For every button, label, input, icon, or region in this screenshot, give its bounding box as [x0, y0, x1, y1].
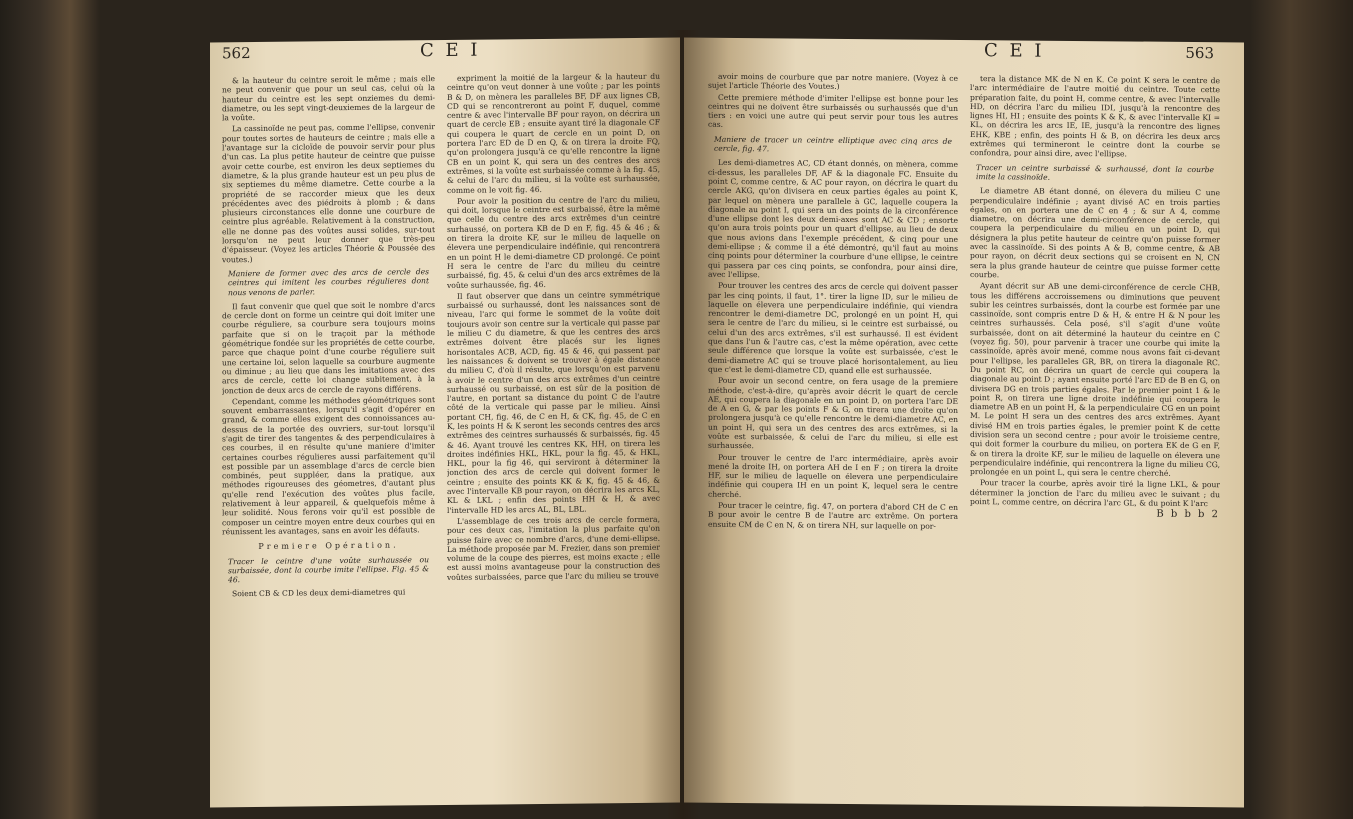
paragraph: La cassinoïde ne peut pas, comme l'ellipse, convenir pour toutes sortes de hauteurs de ceintre ; mais elle a l'avantage sur la cicloïde de pouvoir servir pour plus d'un cas. La plus petite hauteur de ceintre que puisse avoir cette courbe, est environ les deux septiemes du diametre, & la plus grande hauteur est un peu plus de six septiemes du même diametre. Cette courbe a la propriété de se raccorder mieux que les deux précédentes avec des piédroits à plomb ; & dans plusieurs circonstances elle donne une courbure de ceintre plus agréable. Relativement à la construction, elle ne donne pas des voûtes aussi solides, sur-tout lorsqu'on ne peut leur donner que très-peu d'épaisseur. (Voyez les articles Théorie & Poussée des voutes.) — [222, 122, 435, 264]
paragraph: Il faut convenir que quel que soit le nombre d'arcs de cercle dont on forme un ceintre qui doit imiter une courbe réguliere, sa courbure sera toujours moins parfaite que si on le traçoit par la méthode géométrique fondée sur les propriétés de cette courbe, parce que chaque point d'une courbe réguliere suit une certaine loi, selon laquelle sa courbure augmente ou diminue ; au lieu que dans les imitations avec des arcs de cercle, cette loi change subitement, à la jonction de deux arcs de cercle de rayons différens. — [222, 299, 435, 395]
paragraph: Cependant, comme les méthodes géométriques sont souvent embarrassantes, lorsqu'il s'agit d'opérer en grand, & comme elles exigent des connoissances au-dessus de la portée des ouvriers, sur-tout lorsqu'il s'agit de tirer des tangentes & des perpendiculaires à ces courbes, il en résulte qu'une maniere d'imiter certaines courbes régulieres aussi parfaitement qu'il est possible par un assemblage d'arcs de cercle bien combinés, peut suppléer, dans la pratique, aux méthodes rigoureuses des géometres, d'autant plus qu'elle rend l'exécution des voûtes plus facile, relativement à leur appareil, & quelquefois même à leur solidité. Nous ferons voir qu'il est possible de composer un ceintre moyen entre deux courbes qui en réunissent les avantages, sans en avoir les défauts. — [222, 394, 435, 537]
section-heading: Premiere Opération. — [258, 540, 399, 552]
signature-mark: B b b b 2 — [1156, 509, 1220, 521]
left-column-1 — [222, 74, 435, 801]
section-subtitle: Maniere de former avec des arcs de cercle des ceintres qui imitent les courbes régulieres dont nous venons de parler. — [228, 267, 429, 297]
left-running-head: C E I — [420, 39, 481, 62]
section-subtitle: Tracer le ceintre d'une voûte surhaussée ou surbaissée, dont la courbe imite l'ellipse. Fig. 45 & 46. — [228, 554, 429, 585]
right-page — [684, 38, 1244, 808]
paragraph: Pour trouver le centre de l'arc intermédiaire, après avoir mené la droite IH, on portera AH de I en F ; on tirera la droite HF, sur le milieu de laquelle on élevera une perpendiculaire indéfinie qui coupera IH en un point K, lequel sera le centre cherché. — [708, 452, 958, 499]
right-column-2 — [970, 74, 1220, 801]
section-subtitle: Tracer un ceintre surbaissé & surhaussé, dont la courbe imite la cassinoïde. — [976, 162, 1214, 182]
paragraph: avoir moins de courbure que par notre maniere. (Voyez à ce sujet l'article Théorie des Voutes.) — [708, 71, 958, 92]
paragraph: tera la distance MK de N en K. Ce point K sera le centre de l'arc intermédiaire de l'autre moitié du ceintre. Toute cette préparation faite, du point H, comme centre, & avec l'intervalle HD, on décrira l'arc du milieu IDI, jusqu'à la rencontre des lignes HI, HI ; ensuite des points K & K, & avec l'intervalle KI = KL, on décrira les arcs IE, IE, jusqu'à la rencontre des lignes EHK, KBE ; enfin, des points H & B, on décrira les deux arcs extrêmes qui termineront le ceintre dont la courbe se confondra, pour ainsi dire, avec l'ellipse. — [970, 74, 1220, 159]
section-subtitle: Maniere de tracer un ceintre elliptique avec cinq arcs de cercle, fig. 47. — [714, 134, 952, 154]
paragraph: Ayant décrit sur AB une demi-circonférence de cercle CHB, tous les différens accroissemens ou diminutions que peuvent subir les ceintres surbaissés, dont la courbe est formée par une cassinoïde, sont compris entre D & H, & entre H & N pour les ceintres surhaussés. Cela posé, s'il s'agit d'une voûte surbaissée, dont on ait déterminé la hauteur du ceintre en C (voyez fig. 50), pour parvenir à tracer une courbe qui imite la cassinoïde, après avoir mené, comme nous avons fait ci-devant pour l'ellipse, les paralleles GR, BR, on tirera la diagonale RC. Du point RC, on décrira un quart de cercle qui coupera la diagonale au point D ; ayant ensuite porté l'arc ED de B en G, on divisera DG en trois parties égales. Par le premier point 1 & le point R, on tirera une ligne droite indéfinie qui coupera le diametre AB en un point H, & la perpendiculaire CG en un point M. Le point H sera un des centres des arcs extrêmes. Ayant divisé HM en trois parties égales, le premier point K de cette division sera un second centre ; pour avoir le troisieme centre, qui doit former la courbure du milieu, on portera EK de G en F, & on tirera la droite KF, sur le milieu de laquelle on élevera une perpendiculaire indéfinie, qui rencontrera la ligne du milieu CG, prolongée en un point L, qui sera le centre cherché. — [970, 281, 1220, 478]
left-column-2 — [447, 72, 660, 799]
paragraph: Pour avoir la position du centre de l'arc du milieu, qui doit, lorsque le ceintre est surbaissé, être la même que celle du centre des arcs extrêmes d'un ceintre surhaussé, on portera KB de D en F, fig. 45 & 46 ; & on tirera la droite KF, sur le milieu de laquelle on élevera une perpendiculaire indéfinie, qui rencontrera en un point H le demi-diametre CD prolongé. Ce point H sera le centre de l'arc du milieu du ceintre surbaissé, fig. 45, & celui d'un des arcs extrêmes de la voûte surhaussée, fig. 46. — [447, 194, 660, 290]
paragraph: Les demi-diametres AC, CD étant donnés, on mènera, comme ci-dessus, les paralleles DF, AF & la diagonale FC. Ensuite du point C, comme centre, & AC pour rayon, on décrira le quart du cercle AKG, qu'on divisera en ceux parties égales au point K, par lequel on mènera une parallele à GC, laquelle coupera la diagonale au point I, qui sera un des points de la circonférence d'une ellipse dont les deux demi-axes sont AC & CD ; ensorte qu'on aura trois points pour un quart d'ellipse, au lieu de deux que nous avions dans l'exemple précédent, & cinq pour une demi-ellipse ; & comme il a été démontré, qu'il faut au moins cinq points pour déterminer la courbure d'une ellipse, le ceintre qui passera par ces cinq points, se confondra, pour ainsi dire, avec l'ellipse. — [708, 158, 958, 280]
paragraph: Le diametre AB étant donné, on élevera du milieu C une perpendiculaire indéfinie ; ayant divisé AC en trois parties égales, on en portera une de C en 4 ; & sur A 4, comme diametre, on décrira une demi-circonférence de cercle, qui coupera la perpendiculaire du milieu en un point D, qui désignera la plus petite hauteur de ceintre qu'on puisse former avec la cassinoïde. Si des points A & B, comme centre, & AB pour rayon, on décrit deux sections qui se croisent en N, CN sera la plus grande hauteur de ceintre que puisse former cette courbe. — [970, 186, 1220, 280]
paragraph: expriment la moitié de la largeur & la hauteur du ceintre qu'on veut donner à une voûte ; par les points B & D, on mènera les paralleles BF, DF aux lignes CB, CD qui se rencontreront au point F, duquel, comme centre & avec l'intervalle BF pour rayon, on décrira un quart de cercle EB ; ensuite ayant tiré la diagonale CF qui coupera le quart de cercle en un point D, on portera l'arc ED de D en Q, & on tirera la droite FQ, qu'on prolongera jusqu'à ce qu'elle rencontre la ligne CB en un point K, qui sera un des centres des arcs extrêmes, si la voûte est surbaissée comme à la fig. 45, & celui de l'arc du milieu, si la voûte est surhaussée, comme on le voit fig. 46. — [447, 71, 660, 195]
right-columns — [708, 72, 1222, 801]
right-page-number: 563 — [1185, 43, 1214, 63]
right-running-head: C E I — [984, 40, 1045, 62]
paragraph: Pour tracer le ceintre, fig. 47, on portera d'abord CH de C en B pour avoir le centre B de l'autre arc extrême. On portera ensuite CM de C en N, & on tirera NH, sur laquelle on por- — [708, 500, 958, 531]
left-page — [210, 38, 680, 808]
paragraph: Pour tracer la courbe, après avoir tiré la ligne LKL, & pour déterminer la jonction de l'arc du milieu avec le suivant ; du point L, comme centre, on décrira l'arc GL, & du point K l'arc — [970, 478, 1220, 509]
paragraph: L'assemblage de ces trois arcs de cercle formera, pour ces deux cas, l'imitation la plus parfaite qu'on puisse faire avec ce nombre d'arcs, d'une demi-ellipse. La méthode proposée par M. Frezier, dans son premier volume de la coupe des pierres, est moins exacte ; elle est aussi moins avantageuse pour la construction des voûtes surbaissées, parce que l'arc du milieu se trouve — [447, 514, 660, 582]
paragraph: & la hauteur du ceintre seroit le même ; mais elle ne peut convenir que pour un seul cas, celui où la hauteur du ceintre est les sept onziemes du demi-diametre, ou les sept vingt-deuxiemes de la largeur de la voûte. — [222, 74, 435, 123]
right-header — [684, 38, 1244, 69]
paragraph: Pour avoir un second centre, on fera usage de la premiere méthode, c'est-à-dire, qu'après avoir décrit le quart de cercle AE, qui coupera la diagonale en un point D, on portera l'arc DE de A en G, & par les points F & G, on tirera une droite qu'on prolongera jusqu'à ce qu'elle rencontre le demi-diametre AC, en un point H, qui sera un des centres des arcs extrêmes, si la voûte est surbaissée, & celui de l'arc du milieu, si elle est surhaussée. — [708, 376, 958, 451]
left-columns — [222, 72, 660, 802]
paragraph: Soient CB & CD les deux demi-diametres qui — [232, 587, 406, 599]
paragraph: Il faut observer que dans un ceintre symmétrique surbaissé ou surhaussé, dont les naissances sont de niveau, l'arc qui forme le sommet de la voûte doit toujours avoir son centre sur la verticale qui passe par le milieu C du diametre, & que les centres des arcs extrêmes doivent être placés sur les lignes horisontales ACB, ACD, fig. 45 & 46, qui passent par les naissances & doivent se trouver à égale distance du milieu C, d'où il résulte, que lorsqu'on est parvenu à avoir le centre d'un des arcs extrêmes d'un ceintre surhaussé ou surbaissé, on est sûr de la position de l'autre, en portant sa distance du point C de l'autre côté de la verticale qui passe par le milieu. Ainsi portant CH, fig. 46, de C en H, & CK, fig. 45, de C en K, les points H & K seront les seconds centres des arcs extrêmes des ceintres surhaussés & surbaissés, fig. 45 & 46. Ayant trouvé les centres KK, HH, on tirera les droites indéfinies HKL, HKL, pour la fig. 45, & HKL, HKL, pour la fig 46, qui serviront à déterminer la jonction des arcs de cercle qui doivent former le ceintre ; ensuite des points KK & K, fig. 45 & 46, & avec l'intervalle KB pour rayon, on décrira les arcs KL, KL & LKL ; enfin des points HH & H, & avec l'intervalle HD les arcs AL, BL, LBL. — [447, 289, 660, 515]
right-column-1 — [708, 72, 958, 799]
left-page-number: 562 — [222, 44, 251, 63]
paragraph: Pour trouver les centres des arcs de cercle qui doivent passer par les cinq points, il faut, 1°. tirer la ligne ID, sur le milieu de laquelle on élevera une perpendiculaire indéfinie, qui viendra rencontrer le demi-diametre DC, prolongé en un point H, qui sera le centre de l'arc du milieu, si le ceintre est surbaissé, ou celui d'un des arcs extrêmes, s'il est surhaussé. Il est évident que dans l'un & l'autre cas, c'est la même opération, avec cette seule différence que lorsque la voûte est surbaissée, c'est le demi-diametre AC qui se trouve placé horisontalement, au lieu que c'est le demi-diametre CD, quand elle est surhaussée. — [708, 281, 958, 376]
paragraph: Cette premiere méthode d'imiter l'ellipse est bonne pour les ceintres qui ne doivent être surbaissés ou surhaussés que d'un tiers : en voici une autre qui peut servir pour tous les autres cas. — [708, 92, 958, 130]
left-header — [210, 38, 680, 69]
